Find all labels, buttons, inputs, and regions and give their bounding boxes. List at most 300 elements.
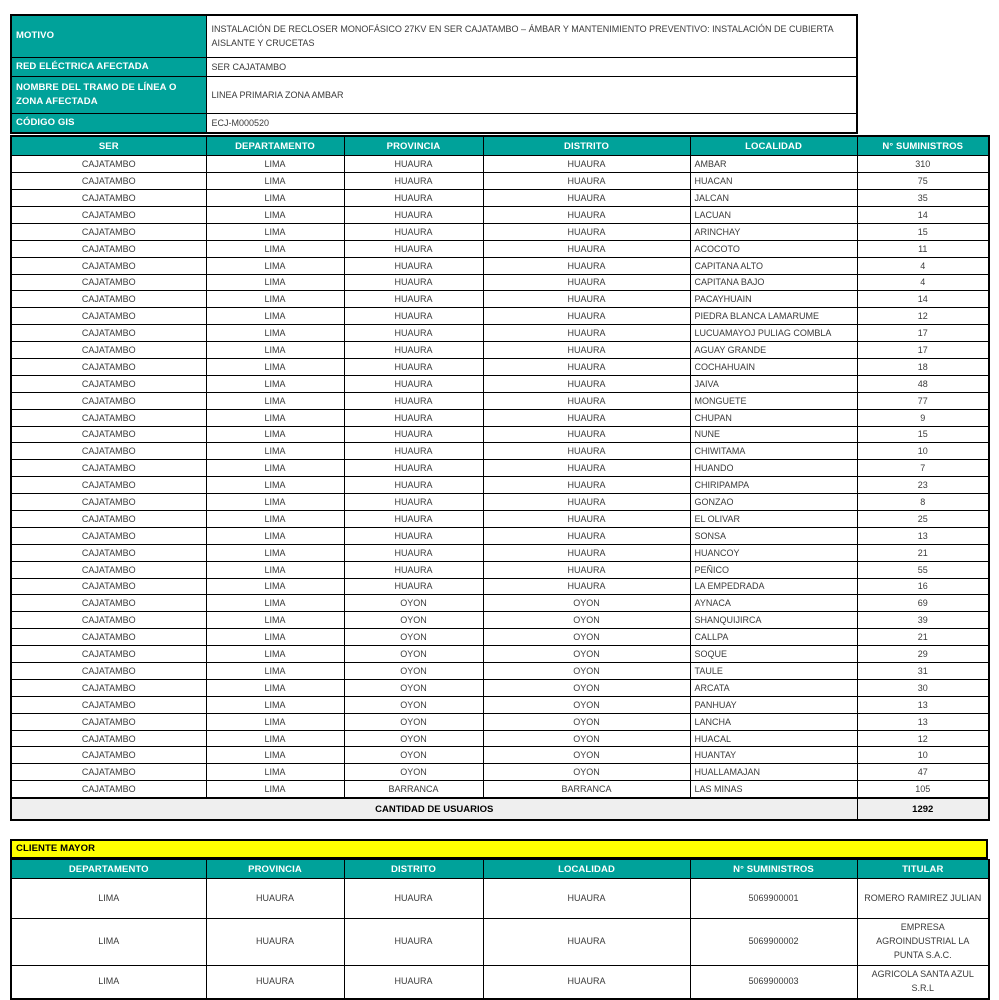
table-cell: EL OLIVAR <box>690 510 857 527</box>
table-cell: CAJATAMBO <box>11 173 206 190</box>
table-cell: HUAURA <box>344 291 483 308</box>
table-cell: CALLPA <box>690 629 857 646</box>
table-cell: HUAURA <box>206 879 344 919</box>
table-cell: HUAURA <box>483 527 690 544</box>
table-cell: HUAURA <box>483 308 690 325</box>
table-cell: CAJATAMBO <box>11 561 206 578</box>
table-cell: JALCAN <box>690 190 857 207</box>
table-cell: HUAURA <box>344 578 483 595</box>
table-cell: LIMA <box>206 646 344 663</box>
field-label: NOMBRE DEL TRAMO DE LÍNEA O ZONA AFECTADA <box>11 76 206 113</box>
field-value: ECJ-M000520 <box>206 113 857 133</box>
table-cell: SONSA <box>690 527 857 544</box>
table-cell: CAPITANA ALTO <box>690 257 857 274</box>
table-cell: 39 <box>857 612 989 629</box>
table-cell: LIMA <box>206 409 344 426</box>
table-cell: LIMA <box>206 663 344 680</box>
table-cell: 30 <box>857 679 989 696</box>
table-cell: HUAURA <box>483 561 690 578</box>
table-cell: OYON <box>483 595 690 612</box>
table-cell: HUAURA <box>344 223 483 240</box>
table-cell: SOQUE <box>690 646 857 663</box>
table-row <box>11 460 989 477</box>
table-cell: 4 <box>857 274 989 291</box>
table-cell: 310 <box>857 156 989 173</box>
table-cell: 14 <box>857 291 989 308</box>
table-cell: HUAURA <box>344 190 483 207</box>
table-cell: 29 <box>857 646 989 663</box>
cliente-mayor-table <box>10 859 990 1000</box>
table-cell: HUAURA <box>483 325 690 342</box>
table-cell: 21 <box>857 544 989 561</box>
table-cell: 5069900001 <box>690 879 857 919</box>
table-cell: OYON <box>344 696 483 713</box>
table-row <box>11 426 989 443</box>
table-cell: LIMA <box>206 527 344 544</box>
column-header: TITULAR <box>857 860 989 879</box>
table-cell: 7 <box>857 460 989 477</box>
table-cell: LIMA <box>206 679 344 696</box>
column-header: PROVINCIA <box>206 860 344 879</box>
table-cell: HUAURA <box>483 190 690 207</box>
table-cell: CAPITANA BAJO <box>690 274 857 291</box>
table-cell: HUAURA <box>344 156 483 173</box>
table-cell: 16 <box>857 578 989 595</box>
table-cell: OYON <box>344 679 483 696</box>
table-row <box>11 113 857 133</box>
table-cell: CAJATAMBO <box>11 646 206 663</box>
table-cell: AGUAY GRANDE <box>690 342 857 359</box>
table-cell: CAJATAMBO <box>11 781 206 798</box>
table-cell: OYON <box>483 679 690 696</box>
table-cell: CAJATAMBO <box>11 679 206 696</box>
table-cell: 23 <box>857 477 989 494</box>
table-cell: LIMA <box>206 713 344 730</box>
table-cell: LIMA <box>206 308 344 325</box>
table-cell: HUACAN <box>690 173 857 190</box>
table-cell: HUAURA <box>344 494 483 511</box>
table-cell: 31 <box>857 663 989 680</box>
table-row <box>11 342 989 359</box>
table-cell: 15 <box>857 223 989 240</box>
table-cell: CAJATAMBO <box>11 392 206 409</box>
table-cell: LA EMPEDRADA <box>690 578 857 595</box>
field-value: SER CAJATAMBO <box>206 57 857 76</box>
table-cell: OYON <box>344 629 483 646</box>
table-row <box>11 595 989 612</box>
table-cell: 8 <box>857 494 989 511</box>
table-cell: CHUPAN <box>690 409 857 426</box>
table-cell: OYON <box>344 663 483 680</box>
table-cell: 9 <box>857 409 989 426</box>
table-cell: CAJATAMBO <box>11 730 206 747</box>
table-cell: LIMA <box>206 764 344 781</box>
table-cell: HUAURA <box>483 494 690 511</box>
table-cell: HUAURA <box>344 919 483 966</box>
table-row <box>11 544 989 561</box>
table-cell: CAJATAMBO <box>11 240 206 257</box>
table-cell: 10 <box>857 443 989 460</box>
table-cell: OYON <box>483 663 690 680</box>
table-cell: LIMA <box>206 747 344 764</box>
table-row <box>11 57 857 76</box>
table-row <box>11 781 989 798</box>
table-cell: ARINCHAY <box>690 223 857 240</box>
table-cell: HUAURA <box>344 342 483 359</box>
table-cell: CAJATAMBO <box>11 544 206 561</box>
column-header: DEPARTAMENTO <box>206 136 344 156</box>
table-cell: CAJATAMBO <box>11 460 206 477</box>
table-cell: ROMERO RAMIREZ JULIAN <box>857 879 989 919</box>
column-header: SER <box>11 136 206 156</box>
table-cell: 11 <box>857 240 989 257</box>
table-cell: HUAURA <box>483 578 690 595</box>
table-cell: HUAURA <box>483 409 690 426</box>
table-cell: CAJATAMBO <box>11 696 206 713</box>
table-cell: CAJATAMBO <box>11 342 206 359</box>
table-cell: LIMA <box>206 477 344 494</box>
table-cell: LACUAN <box>690 206 857 223</box>
table-cell: GONZAO <box>690 494 857 511</box>
table-cell: 12 <box>857 730 989 747</box>
table-cell: OYON <box>483 713 690 730</box>
table-cell: HUAURA <box>344 375 483 392</box>
table-cell: NUNE <box>690 426 857 443</box>
table-header <box>11 136 989 156</box>
table-cell: 35 <box>857 190 989 207</box>
table-cell: ARCATA <box>690 679 857 696</box>
table-cell: LIMA <box>206 612 344 629</box>
table-cell: LIMA <box>11 919 206 966</box>
table-row <box>11 663 989 680</box>
table-cell: BARRANCA <box>344 781 483 798</box>
table-row <box>11 578 989 595</box>
info-table <box>10 14 858 134</box>
table-cell: HUAURA <box>483 274 690 291</box>
table-row <box>11 274 989 291</box>
table-cell: BARRANCA <box>483 781 690 798</box>
table-cell: 10 <box>857 747 989 764</box>
table-cell: PACAYHUAIN <box>690 291 857 308</box>
table-cell: HUAURA <box>344 965 483 998</box>
table-cell: LIMA <box>206 494 344 511</box>
table-cell: LIMA <box>206 240 344 257</box>
table-cell: 48 <box>857 375 989 392</box>
table-row <box>11 223 989 240</box>
table-cell: AYNACA <box>690 595 857 612</box>
table-cell: AGRICOLA SANTA AZUL S.R.L <box>857 965 989 998</box>
table-cell: OYON <box>344 646 483 663</box>
table-cell: CAJATAMBO <box>11 663 206 680</box>
table-row <box>11 443 989 460</box>
table-cell: OYON <box>483 730 690 747</box>
table-cell: 17 <box>857 325 989 342</box>
table-cell: CAJATAMBO <box>11 358 206 375</box>
total-label: CANTIDAD DE USUARIOS <box>11 798 857 820</box>
table-cell: LIMA <box>206 257 344 274</box>
table-cell: OYON <box>344 730 483 747</box>
table-cell: LIMA <box>206 510 344 527</box>
table-cell: LIMA <box>206 595 344 612</box>
table-cell: 25 <box>857 510 989 527</box>
table-cell: OYON <box>344 747 483 764</box>
table-cell: 15 <box>857 426 989 443</box>
table-cell: LANCHA <box>690 713 857 730</box>
field-label: CÓDIGO GIS <box>11 113 206 133</box>
table-cell: HUAURA <box>344 409 483 426</box>
table-cell: HUAURA <box>483 426 690 443</box>
table-row <box>11 291 989 308</box>
table-cell: HUAURA <box>344 173 483 190</box>
table-row <box>11 190 989 207</box>
table-cell: HUALLAMAJAN <box>690 764 857 781</box>
column-header: DEPARTAMENTO <box>11 860 206 879</box>
table-row <box>11 646 989 663</box>
field-value: LINEA PRIMARIA ZONA AMBAR <box>206 76 857 113</box>
column-header: LOCALIDAD <box>690 136 857 156</box>
table-cell: 55 <box>857 561 989 578</box>
table-row <box>11 510 989 527</box>
column-header: DISTRITO <box>483 136 690 156</box>
table-cell: HUAURA <box>483 257 690 274</box>
table-cell: HUAURA <box>344 358 483 375</box>
table-cell: OYON <box>483 646 690 663</box>
table-row <box>11 764 989 781</box>
table-cell: COCHAHUAIN <box>690 358 857 375</box>
table-cell: LIMA <box>206 375 344 392</box>
table-cell: PIEDRA BLANCA LAMARUME <box>690 308 857 325</box>
table-cell: HUAURA <box>344 477 483 494</box>
table-cell: CAJATAMBO <box>11 375 206 392</box>
table-cell: LIMA <box>206 342 344 359</box>
table-cell: LIMA <box>206 291 344 308</box>
table-cell: HUAURA <box>344 257 483 274</box>
table-footer <box>11 798 989 820</box>
table-cell: LIMA <box>206 730 344 747</box>
table-cell: 17 <box>857 342 989 359</box>
table-cell: 13 <box>857 696 989 713</box>
table-row <box>11 679 989 696</box>
table-cell: LIMA <box>206 173 344 190</box>
table-cell: HUAURA <box>344 392 483 409</box>
table-cell: LIMA <box>206 544 344 561</box>
table-cell: HUAURA <box>483 291 690 308</box>
table-cell: HUAURA <box>344 426 483 443</box>
table-cell: CHIRIPAMPA <box>690 477 857 494</box>
table-row <box>11 919 989 966</box>
table-row <box>11 392 989 409</box>
table-cell: 21 <box>857 629 989 646</box>
table-cell: HUANCOY <box>690 544 857 561</box>
table-cell: 5069900003 <box>690 965 857 998</box>
table-row <box>11 629 989 646</box>
table-cell: 105 <box>857 781 989 798</box>
table-cell: HUANTAY <box>690 747 857 764</box>
table-cell: HUAURA <box>483 173 690 190</box>
table-cell: OYON <box>344 612 483 629</box>
table-cell: LIMA <box>206 426 344 443</box>
table-cell: OYON <box>483 696 690 713</box>
affected-localities-table <box>10 135 990 821</box>
table-cell: CAJATAMBO <box>11 206 206 223</box>
table-cell: HUAURA <box>483 240 690 257</box>
table-cell: CAJATAMBO <box>11 223 206 240</box>
table-row <box>11 15 857 57</box>
table-cell: HUAURA <box>483 965 690 998</box>
column-header: DISTRITO <box>344 860 483 879</box>
table-row <box>11 477 989 494</box>
column-header: LOCALIDAD <box>483 860 690 879</box>
table-cell: HUAURA <box>483 206 690 223</box>
column-header: N° SUMINISTROS <box>857 136 989 156</box>
table-cell: OYON <box>344 764 483 781</box>
table-cell: CAJATAMBO <box>11 629 206 646</box>
table-cell: CAJATAMBO <box>11 612 206 629</box>
table-cell: LIMA <box>206 781 344 798</box>
table-cell: OYON <box>483 764 690 781</box>
table-cell: LIMA <box>206 443 344 460</box>
table-cell: LUCUAMAYOJ PULIAG COMBLA <box>690 325 857 342</box>
table-cell: OYON <box>344 713 483 730</box>
table-cell: HUAURA <box>483 358 690 375</box>
table-row <box>11 494 989 511</box>
table-cell: CAJATAMBO <box>11 426 206 443</box>
field-label: RED ELÉCTRICA AFECTADA <box>11 57 206 76</box>
table-cell: LIMA <box>206 325 344 342</box>
table-cell: HUAURA <box>344 274 483 291</box>
table-cell: 14 <box>857 206 989 223</box>
table-cell: CAJATAMBO <box>11 409 206 426</box>
table-cell: HUAURA <box>483 223 690 240</box>
table-cell: HUAURA <box>344 561 483 578</box>
table-cell: CAJATAMBO <box>11 443 206 460</box>
table-cell: 13 <box>857 527 989 544</box>
table-cell: HUAURA <box>344 308 483 325</box>
table-cell: 77 <box>857 392 989 409</box>
table-cell: LIMA <box>206 223 344 240</box>
table-cell: HUAURA <box>344 206 483 223</box>
table-cell: HUAURA <box>483 477 690 494</box>
table-cell: OYON <box>483 747 690 764</box>
table-cell: MONGUETE <box>690 392 857 409</box>
table-row <box>11 747 989 764</box>
table-cell: CAJATAMBO <box>11 527 206 544</box>
table-cell: 69 <box>857 595 989 612</box>
table-cell: HUAURA <box>483 375 690 392</box>
table-cell: HUAURA <box>344 527 483 544</box>
table-cell: HUAURA <box>483 392 690 409</box>
table-cell: LIMA <box>206 206 344 223</box>
table-cell: HUAURA <box>483 156 690 173</box>
table-row <box>11 173 989 190</box>
table-cell: PANHUAY <box>690 696 857 713</box>
table-cell: 47 <box>857 764 989 781</box>
table-cell: CHIWITAMA <box>690 443 857 460</box>
table-cell: HUAURA <box>344 460 483 477</box>
table-cell: LIMA <box>206 358 344 375</box>
table-cell: HUAURA <box>344 544 483 561</box>
table-cell: CAJATAMBO <box>11 190 206 207</box>
table-row <box>11 713 989 730</box>
table-cell: HUAURA <box>344 443 483 460</box>
table-cell: HUAURA <box>206 965 344 998</box>
table-cell: HUAURA <box>483 443 690 460</box>
table-row <box>11 325 989 342</box>
field-value: INSTALACIÓN DE RECLOSER MONOFÁSICO 27KV EN SER CAJATAMBO – ÁMBAR Y MANTENIMIENTO PREVENTIVO: INSTALACIÓN DE CUBIERTA AISLANTE Y CRUCETAS <box>206 15 857 57</box>
table-row <box>11 240 989 257</box>
column-header: N° SUMINISTROS <box>690 860 857 879</box>
table-cell: HUAURA <box>483 510 690 527</box>
table-cell: CAJATAMBO <box>11 713 206 730</box>
table-cell: CAJATAMBO <box>11 156 206 173</box>
table-cell: LIMA <box>206 578 344 595</box>
table-cell: CAJATAMBO <box>11 494 206 511</box>
table-cell: CAJATAMBO <box>11 764 206 781</box>
table-cell: EMPRESA AGROINDUSTRIAL LA PUNTA S.A.C. <box>857 919 989 966</box>
table-cell: LIMA <box>206 190 344 207</box>
table-row <box>11 612 989 629</box>
table-cell: HUAURA <box>344 240 483 257</box>
table-cell: 18 <box>857 358 989 375</box>
table-cell: HUANDO <box>690 460 857 477</box>
table-row <box>11 696 989 713</box>
table-row <box>11 358 989 375</box>
table-cell: 4 <box>857 257 989 274</box>
table-cell: ACOCOTO <box>690 240 857 257</box>
table-row <box>11 965 989 998</box>
table-cell: LIMA <box>206 629 344 646</box>
table-cell: OYON <box>483 612 690 629</box>
table-row <box>11 730 989 747</box>
table-cell: LIMA <box>11 965 206 998</box>
table-row <box>11 206 989 223</box>
table-cell: CAJATAMBO <box>11 274 206 291</box>
table-cell: CAJATAMBO <box>11 747 206 764</box>
table-cell: 13 <box>857 713 989 730</box>
table-cell: OYON <box>344 595 483 612</box>
table-cell: LAS MINAS <box>690 781 857 798</box>
table-cell: CAJATAMBO <box>11 578 206 595</box>
table-cell: LIMA <box>11 879 206 919</box>
table-cell: HUAURA <box>483 919 690 966</box>
table-cell: LIMA <box>206 274 344 291</box>
table-cell: HUAURA <box>483 544 690 561</box>
table-cell: LIMA <box>206 561 344 578</box>
table-cell: LIMA <box>206 460 344 477</box>
table-cell: HUACAL <box>690 730 857 747</box>
table-cell: LIMA <box>206 156 344 173</box>
table-row <box>11 308 989 325</box>
table-cell: CAJATAMBO <box>11 510 206 527</box>
table-cell: CAJATAMBO <box>11 325 206 342</box>
table-cell: CAJATAMBO <box>11 308 206 325</box>
table-cell: HUAURA <box>344 510 483 527</box>
table-cell: HUAURA <box>483 342 690 359</box>
table-cell: 12 <box>857 308 989 325</box>
table-row <box>11 375 989 392</box>
table-cell: HUAURA <box>206 919 344 966</box>
table-cell: OYON <box>483 629 690 646</box>
table-row <box>11 156 989 173</box>
table-cell: SHANQUIJIRCA <box>690 612 857 629</box>
total-value: 1292 <box>857 798 989 820</box>
table-cell: LIMA <box>206 696 344 713</box>
table-row <box>11 527 989 544</box>
table-cell: 5069900002 <box>690 919 857 966</box>
table-cell: HUAURA <box>483 879 690 919</box>
total-row <box>11 798 989 820</box>
table-cell: CAJATAMBO <box>11 257 206 274</box>
